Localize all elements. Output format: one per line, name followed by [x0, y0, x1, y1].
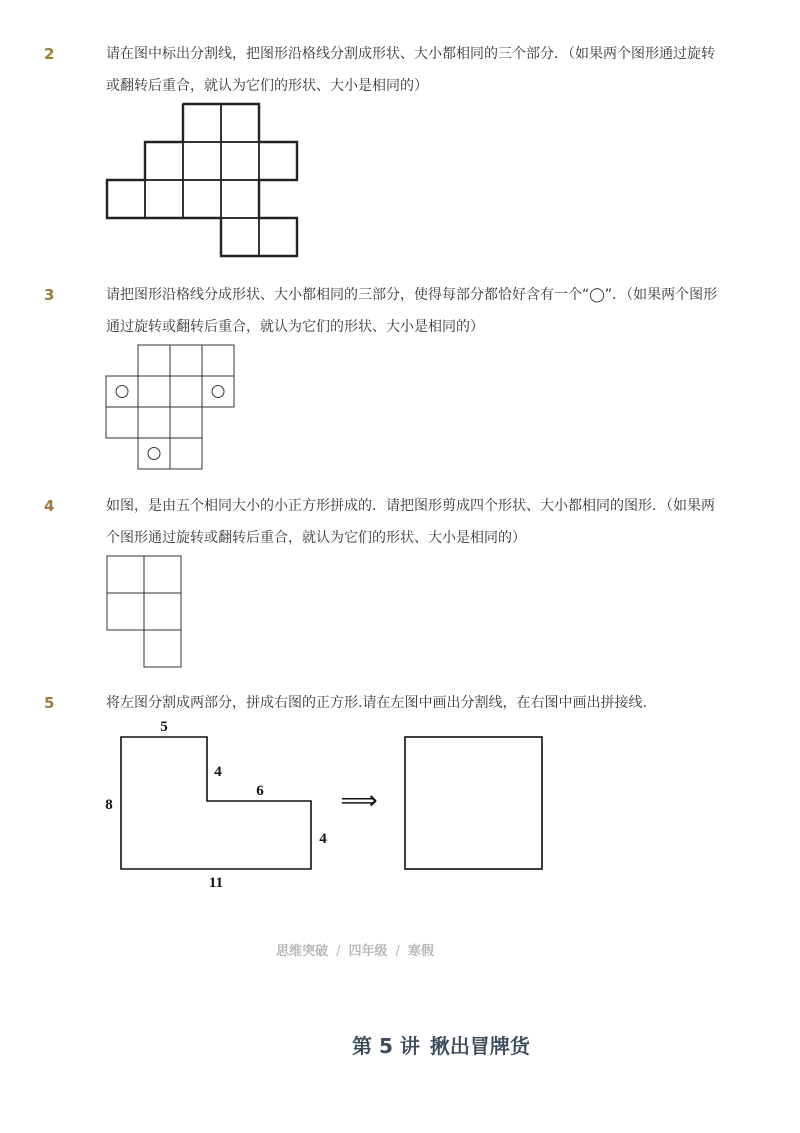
- question-5-number: 5: [44, 694, 55, 712]
- footer-term: 寒假: [407, 944, 434, 959]
- label-bottom: 11: [208, 875, 224, 891]
- question-4-text: 如图，是由五个相同大小的小正方形拼成的．请把图形剪成四个形状、大小都相同的图形．（如果两个图形通过旋转或翻转后重合，就认为它们的形状、大小是相同的）: [106, 498, 715, 546]
- question-4-number: 4: [44, 497, 55, 515]
- footer-grade: 四年级: [348, 944, 388, 959]
- question-3-text: 请把图形沿格线分成形状、大小都相同的三部分，使得每部分都恰好含有一个“◯”．（如果两个图形通过旋转或翻转后重合，就认为它们的形状、大小是相同的）: [106, 287, 718, 335]
- footer-series: 思维突破: [276, 944, 329, 959]
- lecture-heading: [352, 1030, 530, 1059]
- page-footer: [0, 940, 710, 959]
- question-2-text: 请在图中标出分割线，把图形沿格线分割成形状、大小都相同的三个部分．（如果两个图形通过旋转或翻转后重合，就认为它们的形状、大小是相同的）: [106, 46, 715, 94]
- question-2-number: 2: [44, 45, 55, 63]
- arrow-icon: ⟹: [340, 786, 378, 816]
- label-inner-horizontal: 6: [256, 783, 264, 799]
- label-left: 8: [105, 797, 113, 813]
- target-square: [405, 737, 542, 869]
- label-right: 4: [319, 831, 327, 847]
- footer-separator: /: [395, 944, 400, 959]
- question-5-text: 将左图分割成两部分，拼成右图的正方形.请在左图中画出分割线，在右图中画出拼接线.: [106, 695, 647, 711]
- label-top: 5: [160, 719, 168, 735]
- lecture-title: 揪出冒牌货: [429, 1034, 530, 1058]
- lecture-number: 第 5 讲: [352, 1034, 420, 1058]
- footer-separator: /: [336, 944, 341, 959]
- l-shape-outline: [121, 737, 311, 869]
- label-inner-vertical: 4: [214, 764, 222, 780]
- question-3-number: 3: [44, 286, 55, 304]
